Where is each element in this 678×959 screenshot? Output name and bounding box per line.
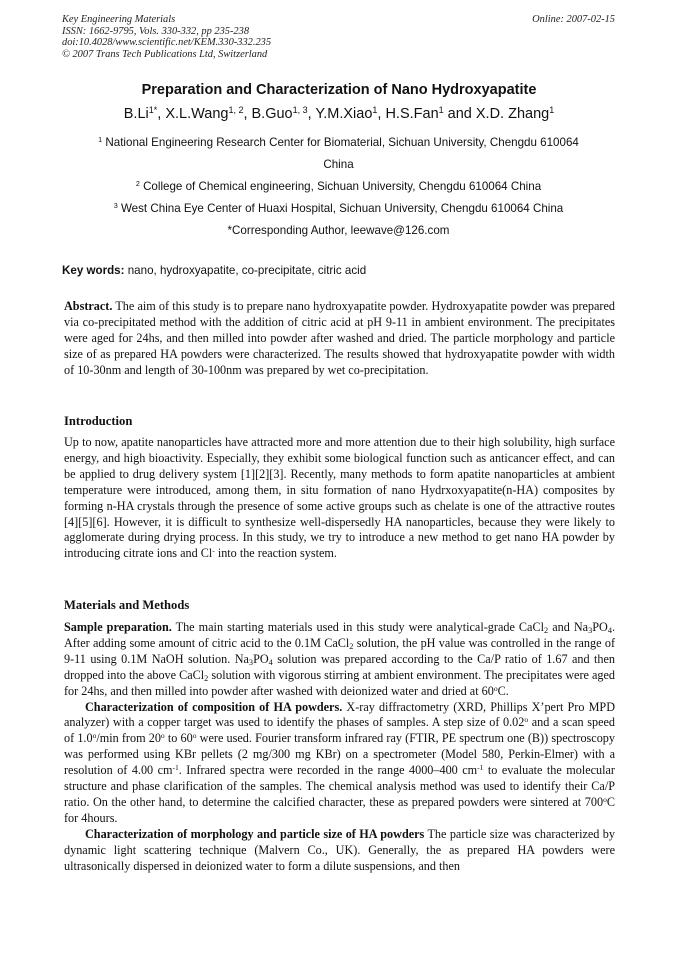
text: and a scan speed of 1.0: [64, 715, 615, 746]
doi-line: doi:10.4028/www.scientific.net/KEM.330-332.235: [62, 37, 272, 48]
affiliation-number: 3: [113, 201, 118, 211]
author-affil-mark: 1, 3: [292, 105, 308, 116]
affiliation-number: 1: [98, 135, 103, 145]
author-name: H.S.Fan: [385, 106, 439, 122]
online-date: Online: 2007-02-15: [532, 14, 615, 25]
text: The main starting materials used in this study were analytical-grade CaCl: [171, 620, 544, 634]
author-separator: and: [443, 106, 476, 122]
author-name: B.Li: [123, 106, 149, 122]
text: PO: [592, 620, 608, 634]
paper-title: Preparation and Characterization of Nano Hydroxyapatite: [141, 82, 537, 98]
author-affil-mark: 1*: [148, 105, 158, 116]
morphology-paragraph: [64, 827, 615, 875]
abstract: [64, 299, 615, 379]
composition-paragraph: [64, 700, 615, 827]
superscript: o: [192, 731, 197, 741]
text: /min from 20: [96, 731, 161, 746]
affiliation-number: 2: [135, 179, 140, 189]
issn-line: ISSN: 1662-9795, Vols. 330-332, pp 235-238: [62, 25, 250, 37]
affiliation-2: [62, 176, 615, 198]
subscript: 4: [268, 657, 273, 667]
author-name: X.L.Wang: [165, 106, 229, 122]
sample-preparation-paragraph: [64, 620, 615, 700]
text: to evaluate the molecular structure and phase clarification of the samples. The chemical analysis method was used to identify their Ca/P ratio. On the other hand, to determine the calcified character, these as prepared powders were sintered at 700: [64, 763, 615, 809]
author-affil-mark: 1: [438, 105, 444, 116]
text: PO: [253, 651, 269, 666]
text: solution with vigorous stirring at ambient environment. The precipitates were aged for 24hs, and then milled into powder after washed with deionized water and dried at 60: [64, 667, 615, 698]
author-list: [0, 106, 678, 122]
author-affil-mark: 1: [372, 105, 378, 116]
superscript: o: [524, 715, 529, 725]
abstract-label: Abstract.: [64, 299, 113, 313]
affiliation-text: West China Eye Center of Huaxi Hospital, Sichuan University, Chengdu 610064 China: [120, 202, 564, 215]
author-separator: ,: [243, 106, 252, 122]
superscript: o: [160, 731, 165, 741]
superscript: o: [92, 731, 97, 741]
subscript: 2: [349, 641, 354, 651]
introduction-body: [64, 435, 615, 562]
subscript: 2: [204, 673, 209, 683]
text: solution, the pH value was controlled in the range of 9-11 using 0.1M NaOH solution. Na: [64, 635, 615, 666]
text: were used. Fourier transform infrared ray (FTIR, PE spectrum one (B)) spectroscopy was performed using KBr pellets (2 mg/300 mg KBr) on a spectrometer (Model 580, Perkin-Elmer) with a resolution of 4.00 cm: [64, 731, 615, 778]
text: X-ray diffractometry (XRD, Phillips X’pert Pro MPD analyzer) with a copper target was used to identify the phases of samples. A step size of 0.02: [64, 699, 615, 730]
subscript: 2: [543, 626, 549, 636]
keywords-text: nano, hydroxyapatite, co-precipitate, citric acid: [124, 264, 367, 277]
text: solution was prepared according to the Ca/P ratio of 1.67 and then dropped into the above CaCl: [64, 651, 615, 682]
superscript: -1: [477, 763, 484, 772]
text: and Na: [548, 620, 589, 634]
text: C.: [497, 683, 509, 698]
paragraph-label: Sample preparation.: [64, 620, 172, 634]
text: to 60: [164, 731, 193, 746]
affiliation-1: [62, 132, 615, 176]
affiliation-text: National Engineering Research Center for Biomaterial, Sichuan University, Chengdu 610064: [105, 136, 579, 149]
journal-name: Key Engineering Materials: [62, 14, 176, 25]
superscript: -1: [172, 763, 179, 772]
paragraph-label: Characterization of composition of HA powders.: [85, 699, 343, 714]
text: C for 4hours.: [64, 794, 615, 825]
copyright-line: © 2007 Trans Tech Publications Ltd, Switzerland: [62, 48, 268, 60]
author-name: B.Guo: [251, 106, 293, 122]
superscript: o: [603, 794, 607, 804]
subscript: 3: [248, 657, 254, 667]
methods-heading: Materials and Methods: [64, 598, 190, 612]
introduction-text: into the reaction system.: [214, 546, 337, 561]
superscript: -: [212, 546, 215, 556]
paragraph-label: Characterization of morphology and particle size of HA powders: [85, 826, 425, 841]
journal-header: [62, 14, 615, 60]
author-affil-mark: 1: [549, 105, 555, 116]
author-affil-mark: 1, 2: [228, 105, 244, 116]
text: . After adding some amount of citric acid to the 0.1M CaCl: [64, 620, 615, 650]
author-name: Y.M.Xiao: [315, 106, 373, 122]
methods-body: [64, 620, 615, 875]
keywords-label: Key words:: [62, 264, 125, 277]
author-name: X.D. Zhang: [475, 106, 550, 122]
subscript: 3: [588, 626, 593, 636]
author-separator: ,: [377, 106, 386, 122]
superscript: o: [493, 683, 498, 693]
text: The particle size was characterized by dynamic light scattering technique (Malvern Co., UK). Generally, the as prepared HA powders were ultrasonically dispersed in deionized water to form a dilute suspensions, and then: [64, 826, 615, 873]
subscript: 4: [607, 626, 612, 636]
introduction-heading: Introduction: [64, 414, 133, 428]
affiliation-3: [62, 198, 615, 220]
keywords: [62, 264, 615, 277]
author-separator: ,: [307, 106, 316, 122]
affiliation-text: China: [323, 158, 354, 171]
introduction-text: Up to now, apatite nanoparticles have attracted more and more attention due to their high solubility, high surface energy, and high bioactivity. Especially, they exhibit some biological function such as anticancer effect, and can be applied to drug delivery system [1][2][3]. Recently, many methods to form apatite nanoparticles at ambient temperature were introduced, among them, in situ formation of nano Hydrxoxyapatite(n-HA) composites by forming n-HA crystals through the presence of some active groups such as chelate is one of the attractive routes [4][5][6]. However, it is difficult to synthesize well-dispersedly HA nanoparticles, because they were likely to agglomerate during drying process. In this study, we try to introduce a new method to get nano HA powder by introducing citrate ions and Cl: [64, 435, 615, 561]
corresponding-author: *Corresponding Author, leewave@126.com: [227, 224, 450, 237]
author-separator: ,: [157, 106, 166, 122]
text: . Infrared spectra were recorded in the range 4000–400 cm: [178, 763, 478, 778]
abstract-text: The aim of this study is to prepare nano hydroxyapatite powder. Hydroxyapatite powder was prepared via co-precipitated method with the addition of citric acid at pH 9-11 in ambient environment. The precipitates were aged for 24hs, and then milled into powder after washed and dried. The particle morphology and particle size of as prepared HA powders were characterized. The results showed that hydroxyapatite powder with width of 10-30nm and length of 30-100nm was prepared by wet co-precipitation.: [64, 299, 615, 377]
affiliation-text: College of Chemical engineering, Sichuan University, Chengdu 610064 China: [143, 180, 542, 193]
